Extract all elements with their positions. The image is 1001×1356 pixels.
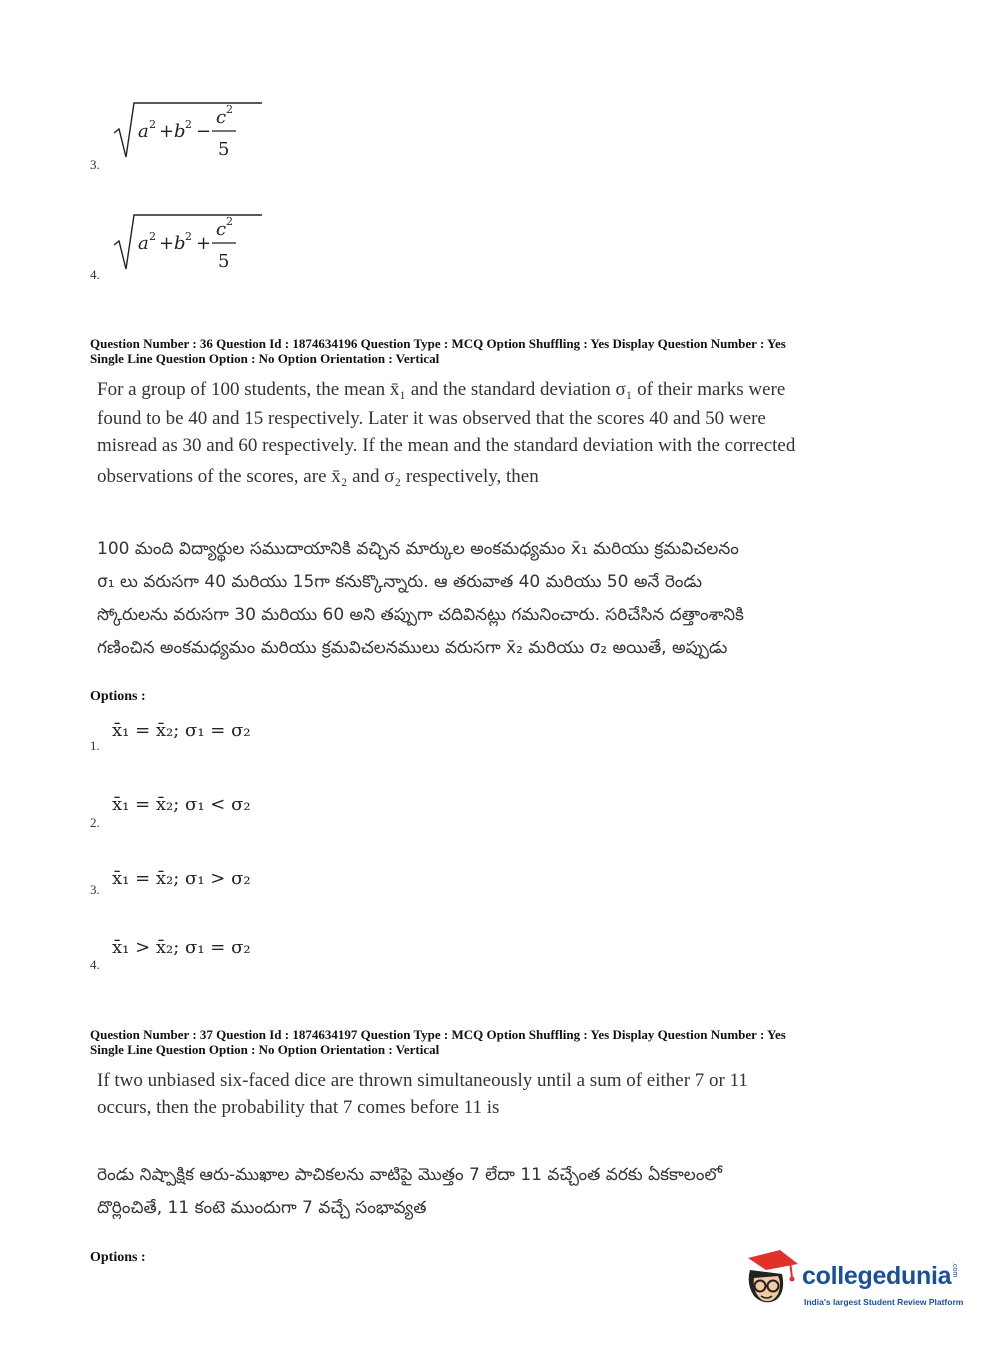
q36-english-stem (97, 376, 897, 490)
q36-telugu-line: గణించిన అంకమధ్యమం మరియు క్రమవిచలనములు వరుసగా x̄₂ మరియు σ₂ అయితే, అప్పుడు (97, 638, 728, 658)
q36-option-2-number: 2. (90, 815, 100, 830)
svg-text:c: c (216, 107, 227, 128)
collegedunia-logo[interactable] (742, 1248, 972, 1320)
q36-options-label: Options : (90, 689, 146, 704)
q36-option-3-text: x̄₁ = x̄₂; σ₁ > σ₂ (112, 868, 251, 889)
svg-text:2: 2 (185, 230, 192, 243)
q37-english-stem (97, 1067, 897, 1121)
q36-meta-line2: Single Line Question Option : No Option Orientation : Vertical (90, 351, 440, 366)
q36-option-1-text: x̄₁ = x̄₂; σ₁ = σ₂ (112, 720, 251, 741)
svg-text:b: b (174, 233, 186, 254)
prev-option-4-sign: + (196, 233, 212, 254)
svg-text:2: 2 (185, 118, 192, 131)
svg-text:2: 2 (226, 103, 233, 116)
svg-text:2: 2 (149, 118, 156, 131)
q36-telugu-line: 100 మంది విద్యార్థుల సముదాయానికి వచ్చిన మార్కుల అంకమధ్యమం x̄₁ మరియు క్రమవిచలనం (97, 539, 739, 559)
q37-telugu-stem (97, 1159, 887, 1225)
svg-text:+: + (159, 233, 175, 254)
q37-english-line: If two unbiased six-faced dice are thrown simultaneously until a sum of either 7 or 11 (97, 1070, 748, 1091)
q36-meta-line1: Question Number : 36 Question Id : 1874634196 Question Type : MCQ Option Shuffling : Yes Display Question Number : Yes (90, 336, 786, 351)
q36-option-4[interactable] (88, 935, 308, 975)
svg-text:2: 2 (226, 215, 233, 228)
svg-text:2: 2 (149, 230, 156, 243)
prev-option-4 (88, 207, 288, 287)
prev-option-3-number: 3. (90, 157, 100, 172)
svg-text:+: + (159, 121, 175, 142)
prev-option-3-formula (112, 95, 272, 165)
logo-name: collegedunia (802, 1262, 952, 1290)
q37-meta-line1: Question Number : 37 Question Id : 1874634197 Question Type : MCQ Option Shuffling : Yes Display Question Number : Yes (90, 1027, 786, 1042)
q36-english-line: misread as 30 and 60 respectively. If the mean and the standard deviation with the corrected (97, 435, 796, 456)
prev-option-3-sign: − (196, 121, 212, 142)
svg-text:b: b (174, 121, 186, 142)
prev-option-4-formula (112, 207, 272, 277)
svg-text:a: a (138, 233, 149, 254)
svg-text:a: a (138, 121, 149, 142)
q36-option-4-number: 4. (90, 957, 100, 972)
q36-english-line: For a group of 100 students, the mean x̄₁ and the standard deviation σ₁ of their marks were (97, 379, 786, 400)
svg-text:5: 5 (218, 139, 230, 160)
q36-english-line: found to be 40 and 15 respectively. Later it was observed that the scores 40 and 50 were (97, 408, 766, 429)
prev-option-3 (88, 95, 288, 175)
q37-telugu-line: దొర్లించితే, 11 కంటె ముందుగా 7 వచ్చే సంభావ్యత (97, 1198, 427, 1218)
svg-text:5: 5 (218, 251, 230, 272)
q37-telugu-line: రెండు నిష్పాక్షిక ఆరు-ముఖాల పాచికలను వాటిపై మొత్తం 7 లేదా 11 వచ్చేంత వరకు ఏకకాలంలో (97, 1165, 722, 1185)
logo-wordmark (802, 1262, 958, 1291)
q36-meta (90, 336, 970, 366)
logo-suffix: .com (951, 1262, 959, 1278)
q36-telugu-stem (97, 533, 887, 665)
q36-option-1-number: 1. (90, 738, 100, 753)
mascot-icon (742, 1248, 800, 1310)
q36-option-4-text: x̄₁ > x̄₂; σ₁ = σ₂ (112, 937, 251, 958)
q37-english-line: occurs, then the probability that 7 comes before 11 is (97, 1097, 500, 1118)
q37-options-label: Options : (90, 1250, 146, 1265)
q36-option-2-text: x̄₁ = x̄₂; σ₁ < σ₂ (112, 794, 251, 815)
prev-option-4-number: 4. (90, 267, 100, 282)
q36-option-1[interactable] (88, 716, 308, 756)
q36-english-line: observations of the scores, are x̄₂ and σ₂ respectively, then (97, 466, 539, 487)
q36-option-3[interactable] (88, 866, 308, 906)
q36-telugu-line: స్కోరులను వరుసగా 30 మరియు 60 అని తప్పుగా చదివినట్లు గమనించారు. సరిచేసిన దత్తాంశానికి (97, 605, 744, 625)
logo-tagline: India's largest Student Review Platform (804, 1297, 964, 1307)
q36-telugu-line: σ₁ లు వరుసగా 40 మరియు 15గా కనుక్కొన్నారు. ఆ తరువాత 40 మరియు 50 అనే రెండు (97, 572, 702, 592)
q37-meta (90, 1027, 970, 1057)
q36-option-3-number: 3. (90, 882, 100, 897)
q36-option-2[interactable] (88, 792, 308, 832)
q37-meta-line2: Single Line Question Option : No Option Orientation : Vertical (90, 1042, 440, 1057)
svg-text:c: c (216, 219, 227, 240)
